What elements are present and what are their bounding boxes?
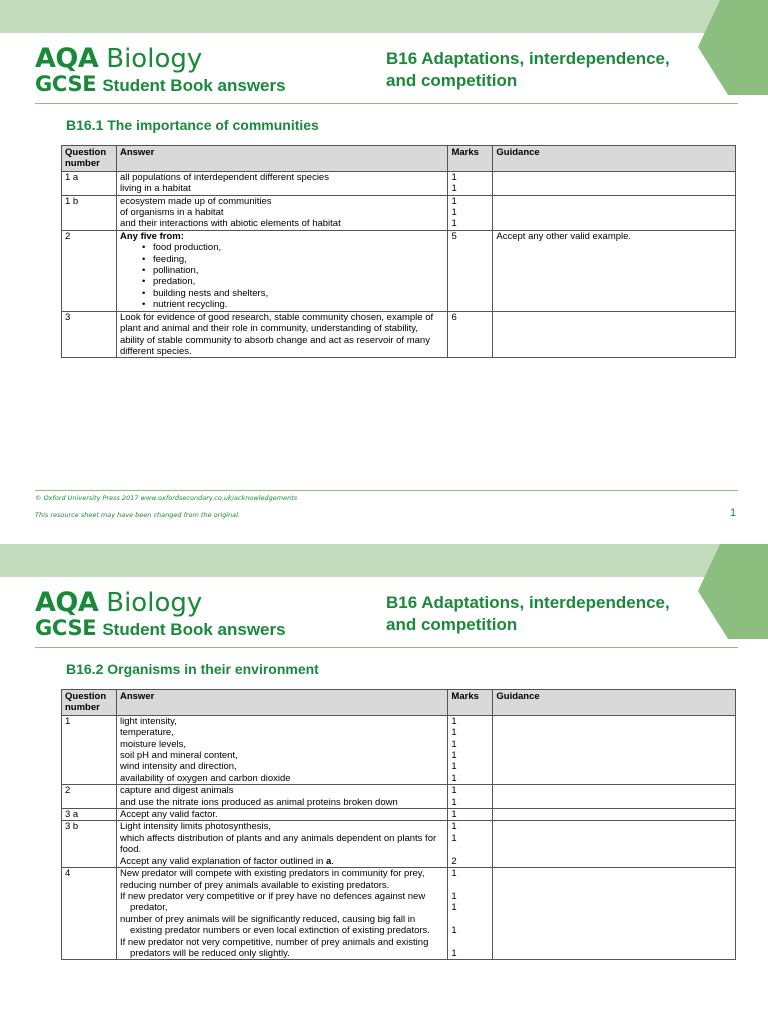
change-notice: This resource sheet may have been changed from the original. [35, 511, 241, 519]
chapter-line-1: B16 Adaptations, interdependence, [386, 593, 670, 612]
header-divider [35, 103, 738, 104]
logo-gcse: GCSE [35, 72, 97, 96]
mark-spacer [451, 880, 489, 891]
guidance-cell [493, 821, 736, 868]
section-title: B16.2 Organisms in their environment [66, 661, 319, 677]
mark-value: 1 [451, 796, 457, 808]
mark-value: 1 [451, 727, 457, 739]
marks-cell [448, 195, 493, 230]
table-row [62, 785, 736, 809]
mark-value: 1 [451, 772, 457, 784]
answer-lead: Any five from: [119, 230, 184, 242]
col-header-question: Question number [62, 690, 117, 716]
answer-cell [116, 785, 447, 809]
col-header-guidance: Guidance [493, 690, 736, 716]
table-row [62, 311, 736, 358]
page-number: 1 [730, 507, 737, 519]
table-row [62, 230, 736, 311]
answer-line: reducing number of prey animals available to existing predators. [119, 879, 390, 891]
copyright-notice: © Oxford University Press 2017 www.oxfordsecondary.co.uk/acknowledgements [35, 494, 298, 502]
marks-cell [448, 715, 493, 784]
question-cell: 1 [62, 715, 117, 784]
mark-value: 1 [451, 750, 457, 762]
chapter-line-1: B16 Adaptations, interdependence, [386, 49, 670, 68]
list-item [120, 299, 444, 310]
marks-cell [448, 809, 493, 821]
chapter-line-2: and competition [386, 615, 518, 634]
logo-gcse: GCSE [35, 616, 97, 640]
answer-line: and use the nitrate ions produced as animal proteins broken down [119, 796, 398, 808]
guidance-cell: Accept any other valid example. [493, 230, 736, 311]
answer-line: living in a habitat [119, 183, 191, 195]
bullet-icon: • [141, 265, 146, 277]
list-item-text: building nests and shelters, [152, 287, 269, 299]
list-item-text: food production, [152, 242, 222, 254]
mark-value: 1 [451, 715, 457, 727]
answers-table [61, 145, 736, 358]
mark-spacer [451, 844, 489, 855]
col-header-marks: Marks [448, 690, 493, 716]
logo-subject: Biology [106, 588, 203, 618]
guidance-cell [493, 311, 736, 358]
answer-cell [116, 171, 447, 195]
answer-line: which affects distribution of plants and any animals dependent on plants for food. [119, 832, 437, 856]
mark-value: 1 [451, 207, 457, 219]
mark-value: 1 [451, 832, 457, 844]
bullet-list [120, 242, 444, 310]
answer-cell [116, 868, 447, 960]
question-cell: 2 [62, 785, 117, 809]
header-divider [35, 647, 738, 648]
answer-line: all populations of interdependent different species [119, 171, 329, 183]
mark-value: 1 [451, 738, 457, 750]
mark-value: 1 [451, 821, 457, 833]
guidance-cell [493, 809, 736, 821]
mark-value: 1 [451, 195, 457, 207]
chapter-title [386, 48, 716, 92]
answer-cell [116, 311, 447, 358]
list-item [120, 242, 444, 253]
table-row [62, 821, 736, 868]
answer-line: If new predator not very competitive, number of prey animals and existing predators will be reduced only slightly. [119, 936, 429, 959]
mark-value: 1 [451, 890, 457, 902]
answer-line: wind intensity and direction, [119, 761, 237, 773]
bullet-icon: • [141, 253, 146, 265]
mark-value: 6 [451, 311, 457, 323]
marks-cell [448, 230, 493, 311]
marks-cell [448, 785, 493, 809]
question-cell: 3 a [62, 809, 117, 821]
col-header-question: Question number [62, 146, 117, 172]
page-separator [0, 534, 768, 544]
answer-emphasis: a [325, 855, 332, 867]
guidance-cell [493, 868, 736, 960]
answer-line [120, 856, 444, 867]
list-item [120, 265, 444, 276]
mark-value: 1 [451, 925, 457, 937]
question-cell: 4 [62, 868, 117, 960]
guidance-cell [493, 785, 736, 809]
answer-cell [116, 715, 447, 784]
col-header-marks: Marks [448, 146, 493, 172]
answer-line: New predator will compete with existing predators in community for prey, [119, 868, 425, 880]
marks-cell [448, 171, 493, 195]
mark-value: 1 [451, 902, 457, 914]
chapter-title [386, 592, 716, 636]
footer-divider [35, 490, 738, 491]
mark-spacer [451, 937, 489, 948]
list-item-text: feeding, [152, 253, 187, 265]
table-row [62, 868, 736, 960]
mark-value: 1 [451, 171, 457, 183]
answer-cell [116, 821, 447, 868]
question-cell: 1 b [62, 195, 117, 230]
bullet-icon: • [141, 299, 146, 311]
answer-line: light intensity, [119, 715, 177, 727]
guidance-cell [493, 171, 736, 195]
answer-cell [116, 195, 447, 230]
aqa-biology-logo [35, 43, 286, 96]
document-page-2 [0, 544, 768, 1024]
mark-value: 1 [451, 947, 457, 959]
col-header-guidance: Guidance [493, 146, 736, 172]
marks-cell [448, 821, 493, 868]
answer-line: Accept any valid factor. [119, 809, 218, 821]
mark-value: 1 [451, 785, 457, 797]
answers-table [61, 689, 736, 960]
logo-aqa: AQA [35, 587, 99, 618]
mark-value: 2 [451, 855, 457, 867]
list-item-text: nutrient recycling. [152, 299, 228, 311]
bullet-icon: • [141, 242, 146, 254]
table-row [62, 809, 736, 821]
table-row [62, 715, 736, 784]
answer-line: soil pH and mineral content, [119, 750, 238, 762]
section-title: B16.1 The importance of communities [66, 117, 319, 133]
answer-cell [116, 230, 447, 311]
list-item-text: predation, [152, 276, 196, 288]
list-item-text: pollination, [152, 265, 199, 277]
list-item [120, 276, 444, 287]
marks-cell [448, 311, 493, 358]
bullet-icon: • [141, 276, 146, 288]
chapter-line-2: and competition [386, 71, 518, 90]
logo-subtitle: Student Book answers [102, 620, 286, 639]
header-band [0, 0, 768, 33]
answer-line: ecosystem made up of communities [119, 195, 272, 207]
mark-spacer [451, 914, 489, 925]
table-header-row [62, 690, 736, 716]
answer-line: availability of oxygen and carbon dioxide [119, 772, 291, 784]
answer-line: and their interactions with abiotic elements of habitat [119, 218, 341, 230]
answer-line: Look for evidence of good research, stable community chosen, example of plant and animal and their role in community, understanding of stability, ability of stable community to absorb change and act as reservoir of many different species. [119, 311, 434, 357]
answer-line: If new predator very competitive or if prey have no defences against new predator, [119, 890, 426, 914]
mark-value: 1 [451, 809, 457, 821]
logo-aqa: AQA [35, 43, 99, 74]
answer-text: Accept any valid explanation of factor outlined in [119, 855, 326, 867]
question-cell: 3 b [62, 821, 117, 868]
aqa-biology-logo [35, 587, 286, 640]
mark-value: 1 [451, 183, 457, 195]
answer-cell [116, 809, 447, 821]
col-header-answer: Answer [116, 690, 447, 716]
question-cell: 3 [62, 311, 117, 358]
mark-value: 1 [451, 218, 457, 230]
answer-line: number of prey animals will be significantly reduced, causing big fall in existing predator numbers or even local extinction of existing predators. [119, 913, 430, 937]
table-row [62, 171, 736, 195]
list-item [120, 288, 444, 299]
logo-subject: Biology [106, 44, 203, 74]
answer-line: Light intensity limits photosynthesis, [119, 821, 272, 833]
header-band [0, 544, 768, 577]
answer-line: temperature, [119, 727, 174, 739]
mark-value: 5 [451, 230, 457, 242]
marks-cell [448, 868, 493, 960]
answer-text-end: . [331, 855, 334, 867]
mark-value: 1 [451, 761, 457, 773]
question-cell: 1 a [62, 171, 117, 195]
mark-value: 1 [451, 868, 457, 880]
list-item [120, 254, 444, 265]
table-row [62, 195, 736, 230]
answer-line: moisture levels, [119, 738, 186, 750]
answer-line: of organisms in a habitat [119, 207, 224, 219]
answer-line: capture and digest animals [119, 785, 234, 797]
guidance-cell [493, 715, 736, 784]
logo-subtitle: Student Book answers [102, 76, 286, 95]
col-header-answer: Answer [116, 146, 447, 172]
table-header-row [62, 146, 736, 172]
bullet-icon: • [141, 287, 146, 299]
guidance-cell [493, 195, 736, 230]
question-cell: 2 [62, 230, 117, 311]
